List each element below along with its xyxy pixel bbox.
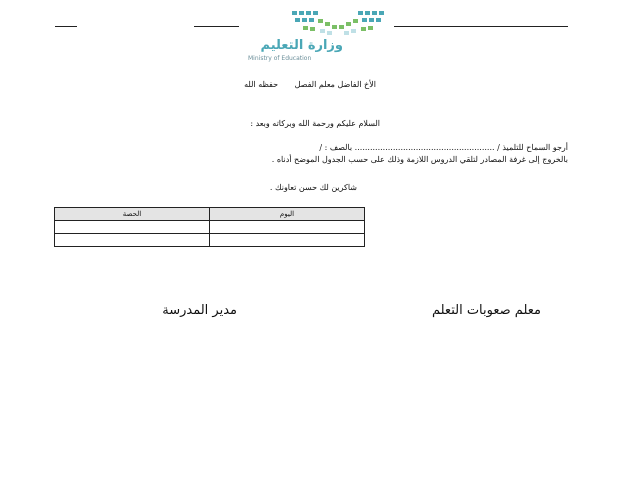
table-header-row bbox=[55, 208, 365, 221]
table-row bbox=[55, 221, 365, 234]
logo-arabic-text: وزارة التعليم bbox=[260, 38, 343, 53]
header-line-left bbox=[55, 26, 77, 27]
header-line-middle bbox=[194, 26, 239, 27]
request-line-1: أرجو السماح للتلميذ / ....................................................... بالصف : / bbox=[319, 143, 568, 152]
teacher-signature-label: معلم صعوبات التعلم bbox=[431, 303, 541, 318]
logo-english-text: Ministry of Education bbox=[248, 55, 312, 62]
addressee bbox=[230, 80, 376, 89]
cell-period bbox=[55, 234, 210, 247]
request-line-2: بالخروج إلى غرفة المصادر لتلقي الدروس اللازمة وذلك على حسب الجدول الموضح أدناه . bbox=[271, 155, 568, 164]
addressee-text: الأخ الفاضل معلم الفصل bbox=[294, 80, 376, 89]
honorific-text: حفظه الله bbox=[244, 80, 279, 89]
header-line-right bbox=[394, 26, 568, 27]
cell-day bbox=[210, 221, 365, 234]
greeting-line: السلام عليكم ورحمة الله وبركاته وبعد : bbox=[250, 119, 380, 128]
column-header-period: الحصة bbox=[55, 208, 210, 221]
schedule-table bbox=[54, 207, 365, 247]
principal-signature-label: مدير المدرسة bbox=[162, 303, 237, 318]
table-row bbox=[55, 234, 365, 247]
column-header-day: اليوم bbox=[210, 208, 365, 221]
thanks-line: شاكرين لك حسن تعاونك . bbox=[269, 183, 357, 192]
cell-day bbox=[210, 234, 365, 247]
ministry-logo-icon bbox=[290, 9, 386, 37]
cell-period bbox=[55, 221, 210, 234]
